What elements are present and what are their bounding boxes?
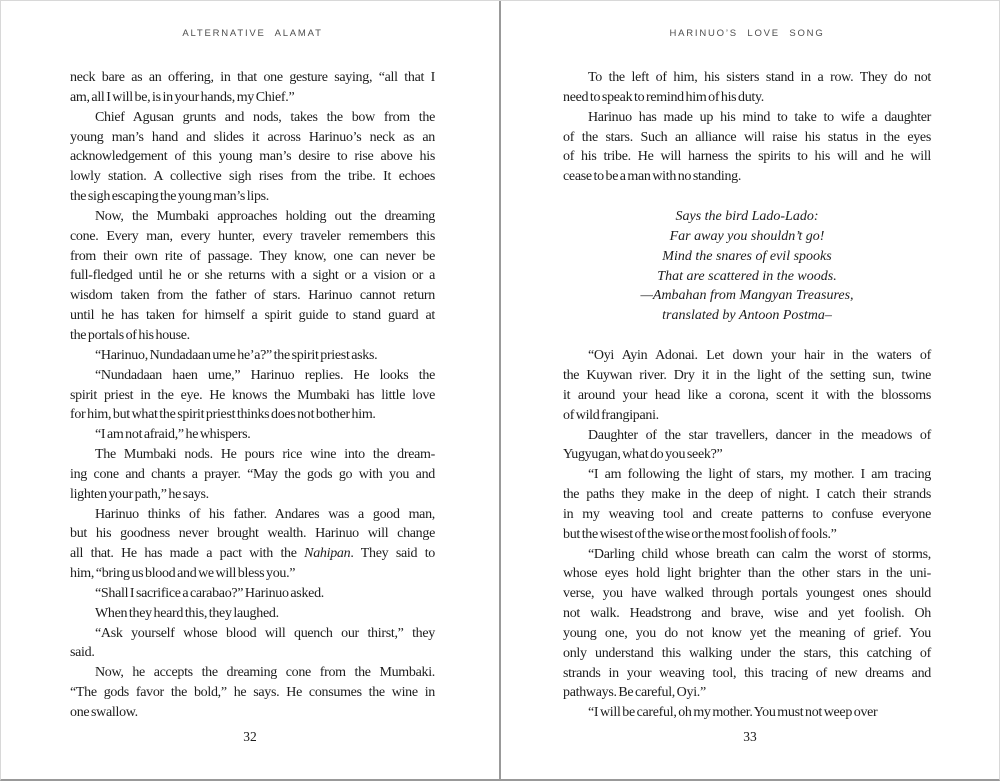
page-body-left — [70, 68, 435, 723]
text-line: but his goodness never brought wealth. Harinuo will change — [70, 526, 435, 542]
text-line: whose eyes hold light brighter than the other stars in the uni- — [563, 566, 931, 582]
paragraph — [70, 68, 435, 108]
text-line: cone. Every man, every hunter, every traveler remembers this — [70, 228, 435, 244]
poem-line: Far away you shouldn’t go! — [669, 228, 825, 244]
text-line: “I will be careful, oh my mother. You must not weep over — [588, 705, 878, 721]
paragraph — [563, 426, 931, 466]
text-line: young man’s hand and slides it across Harinuo’s neck as an — [70, 129, 435, 145]
text-line: neck bare as an offering, in that one gesture saying, “all that I — [70, 70, 435, 85]
text-line: Yugyugan, what do you seek?” — [563, 447, 723, 463]
text-line: of wild frangipani. — [563, 407, 659, 423]
text-line: only understand this walking under the stars, this catching of — [563, 645, 931, 661]
text-line: “Oyi Ayin Adonai. Let down your hair in the waters of — [588, 348, 931, 364]
text-line: pathways. Be careful, Oyi.” — [563, 685, 706, 701]
page-number-right: 33 — [743, 729, 757, 744]
text-line: “Ask yourself whose blood will quench our thirst,” they — [95, 625, 435, 641]
text-line: “Harinuo, Nundadaan ume he’a?” the spirit priest asks. — [95, 347, 378, 363]
text-line: of the stars. Such an alliance will raise his status in the eyes — [563, 129, 931, 145]
text-line: The Mumbaki nods. He pours rice wine into the dream- — [95, 447, 435, 463]
text-line: until he has taken for himself a spirit guide to stand guard at — [70, 308, 435, 324]
text-line: all that. He has made a pact with the Nahipan. They said to — [70, 546, 435, 562]
poem-block — [563, 207, 931, 326]
text-line: To the left of him, his sisters stand in a row. They do not — [588, 70, 931, 85]
text-line: “The gods favor the bold,” he says. He consumes the wine in — [70, 685, 435, 701]
text-line: ing cone and chants a prayer. “May the gods go with you and — [70, 466, 435, 482]
text-line: Chief Agusan grunts and nods, takes the bow from the — [95, 109, 435, 125]
text-line: one swallow. — [70, 705, 138, 720]
paragraph — [70, 663, 435, 723]
text-line: in my weaving tool and create patterns to confuse everyone — [563, 506, 931, 522]
poem-line: Mind the snares of evil spooks — [662, 248, 832, 264]
text-line: him, “bring us blood and we will bless you.” — [70, 566, 296, 582]
text-line: “I am not afraid,” he whispers. — [95, 427, 251, 443]
paragraph — [70, 366, 435, 426]
text-line: strands in your weaving tool, this tracing of new dreams and — [563, 665, 931, 681]
paragraph — [70, 505, 435, 584]
text-line: need to speak to remind him of his duty. — [563, 89, 764, 105]
paragraph — [563, 346, 931, 425]
text-line: of his tribe. He will harness the spirits to his will and he will — [563, 149, 931, 165]
text-line: the sigh escaping the young man’s lips. — [70, 189, 269, 205]
poem-line: —Ambahan from Mangyan Treasures, — [640, 288, 854, 304]
paragraph — [563, 68, 931, 108]
text-line: am, all I will be, is in your hands, my Chief.” — [70, 89, 295, 105]
paragraph — [563, 465, 931, 544]
text-line: “Nundadaan haen ume,” Harinuo replies. He looks the — [95, 367, 435, 383]
paragraph — [563, 545, 931, 704]
paragraph — [70, 604, 435, 624]
text-line: verse, you have walked through portals youngest ones should — [563, 586, 931, 602]
text-line: but the wisest of the wise or the most foolish of fools.” — [563, 526, 837, 542]
text-line: not walk. Headstrong and brave, wise and yet foolish. Oh — [563, 606, 931, 622]
text-line: “Darling child whose breath can calm the worst of storms, — [588, 546, 931, 562]
page-right — [501, 1, 999, 779]
poem-line: Says the bird Lado-Lado: — [675, 209, 819, 225]
text-line: lighten your path,” he says. — [70, 486, 209, 502]
text-line: it around your head like a corona, scent it with the blossoms — [563, 387, 931, 403]
text-line: “I am following the light of stars, my mother. I am tracing — [588, 467, 931, 483]
paragraph — [70, 108, 435, 207]
text-line: “Shall I sacrifice a carabao?” Harinuo asked. — [95, 585, 324, 601]
text-line: for him, but what the spirit priest thinks does not bother him. — [70, 407, 376, 423]
poem-line: translated by Antoon Postma– — [662, 308, 832, 324]
text-line: young one, you do not know yet the meaning of grief. You — [563, 625, 931, 641]
text-line: Now, he accepts the dreaming cone from the Mumbaki. — [95, 665, 435, 681]
text-line: spirit priest in the eye. He knows the Mumbaki has little love — [70, 387, 435, 403]
paragraph — [70, 346, 435, 366]
text-line: wisdom taken from the father of stars. Harinuo cannot return — [70, 288, 435, 304]
text-line: Now, the Mumbaki approaches holding out the dreaming — [95, 208, 435, 224]
page-number-left: 32 — [243, 729, 257, 744]
running-header-left: ALTERNATIVE ALAMAT — [182, 28, 323, 39]
text-line: Daughter of the star travellers, dancer in the meadows of — [588, 427, 931, 443]
text-line: Harinuo thinks of his father. Andares was a good man, — [95, 506, 435, 522]
page-left — [1, 1, 499, 779]
text-line: full-fledged until he or she returns with a sight or a vision or a — [70, 268, 435, 284]
text-line: said. — [70, 645, 95, 661]
paragraph — [70, 584, 435, 604]
text-line: from their own rite of passage. They know, one can never be — [70, 248, 435, 264]
paragraph — [70, 425, 435, 445]
text-line: cease to be a man with no standing. — [563, 169, 742, 185]
text-line: When they heard this, they laughed. — [95, 605, 279, 621]
text-line: the Kuywan river. Dry it in the light of the setting sun, twine — [563, 367, 931, 383]
page-body-right — [563, 68, 931, 723]
text-line: the paths they make in the deep of night. I catch their strands — [563, 487, 931, 503]
paragraph — [70, 207, 435, 346]
text-line: Harinuo has made up his mind to take to wife a daughter — [588, 109, 931, 125]
paragraph — [563, 108, 931, 187]
paragraph — [70, 445, 435, 505]
text-line: lowly station. A collective sigh rises from the tribe. It echoes — [70, 169, 435, 185]
text-line: acknowledgement of this young man’s desire to rise above his — [70, 149, 435, 165]
running-header-right: HARINUO’S LOVE SONG — [669, 28, 825, 39]
paragraph — [70, 624, 435, 664]
poem-line: That are scattered in the woods. — [657, 268, 837, 284]
text-line: the portals of his house. — [70, 327, 190, 343]
paragraph — [563, 703, 931, 723]
